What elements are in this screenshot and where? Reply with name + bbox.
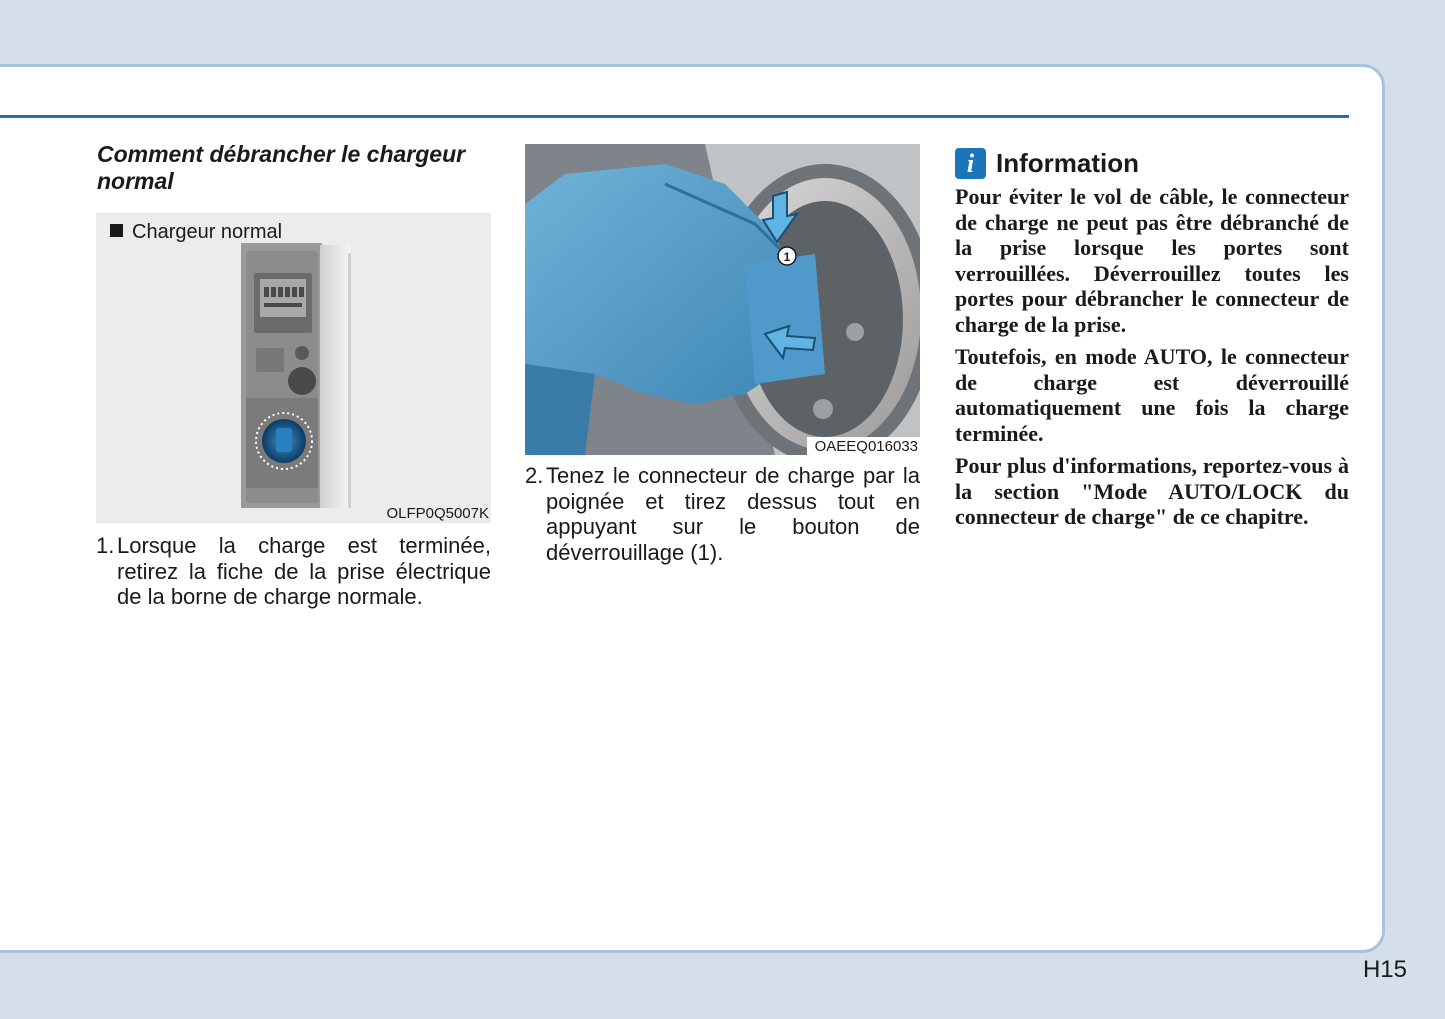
information-header: [955, 147, 1139, 179]
charging-station-illustration: [96, 213, 491, 523]
figure-code: OLFP0Q5007K: [386, 505, 489, 522]
callout-label: 1: [783, 250, 791, 264]
step-text: Lorsque la charge est terminée, retirez la fiche de la prise électrique de la borne de charge normale.: [117, 533, 491, 609]
step-1: [96, 533, 491, 610]
step-text: Tenez le connecteur de charge par la poignée et tirez dessus tout en appuyant sur le bouton de déverrouillage (1).: [546, 463, 920, 565]
figure-charging-station: [96, 213, 491, 523]
step-number: 1.: [96, 533, 115, 558]
header-rule: [0, 115, 1349, 118]
information-paragraph: Toutefois, en mode AUTO, le connecteur de charge est déverrouillé automatiquement une fois la charge terminée.: [955, 344, 1349, 446]
step-number: 2.: [525, 463, 544, 488]
page-number: H15: [1362, 956, 1407, 983]
information-body: [955, 184, 1349, 537]
info-icon: i: [955, 148, 986, 179]
information-paragraph: Pour plus d'informations, reportez-vous à la section "Mode AUTO/LOCK du connecteur de charge" de ce chapitre.: [955, 453, 1349, 529]
figure-code: OAEEQ016033: [807, 437, 920, 455]
information-title: Information: [996, 147, 1139, 178]
section-title: Comment débrancher le chargeur normal: [97, 141, 466, 194]
figure-caption-text: Chargeur normal: [132, 221, 283, 243]
step-2: [525, 463, 920, 565]
figure-unplug-connector: [525, 144, 920, 455]
unplug-connector-illustration: [525, 144, 920, 455]
figure-caption: [110, 221, 282, 244]
information-paragraph: Pour éviter le vol de câble, le connecteur de charge ne peut pas être débranché de la prise lorsque les portes sont verrouillées. Déverrouillez toutes les portes pour débrancher le connecteur de charge de la prise.: [955, 184, 1349, 337]
